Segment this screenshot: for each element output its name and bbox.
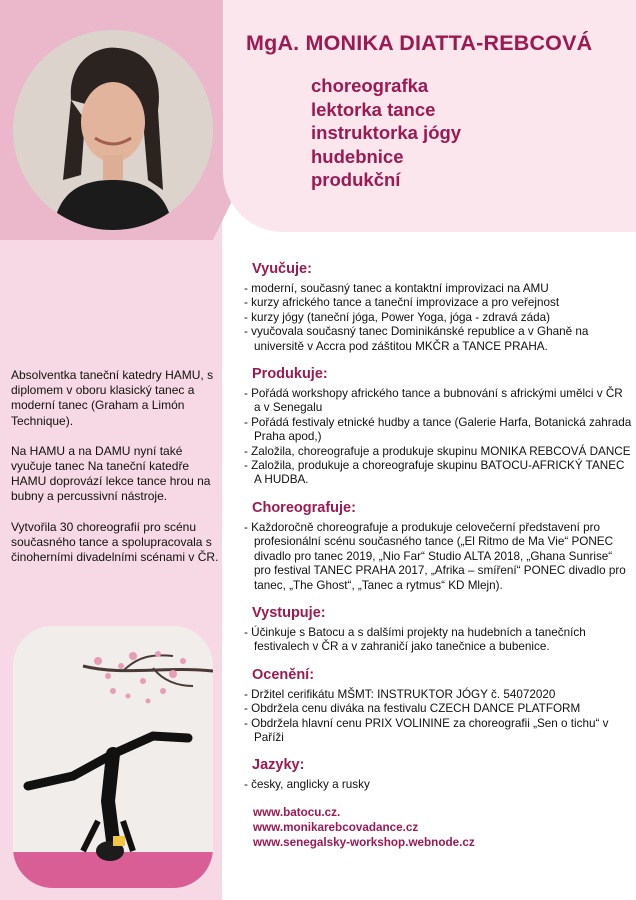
section-awards: [244, 667, 632, 746]
portrait-photo: [13, 30, 213, 230]
list-item: - moderní, současný tanec a kontaktní improvizaci na AMU: [244, 282, 549, 295]
section-performs: [244, 605, 632, 655]
list-item: - Obdržela cenu diváka na festivalu CZECH DANCE PLATFORM: [244, 702, 581, 716]
list-item: - kurzy jógy (taneční jóga, Power Yoga, jóga - zdravá záda): [244, 310, 550, 324]
list-item: - Každoročně choreografuje a produkuje celovečerní představení pro profesionální scénu současného tance („El Ritmo de Ma Vie“ PONEC divadlo pro tanec 2019, „Nio Far“ Studio ALTA 2018, „Ghana Sunrise“ pro festival TANEC PRAHA 2017, „Afrika – smíření“ PONEC divadlo pro tanec, „The Ghost“, „Tanec a rytmus“ KD Mlejn).: [244, 520, 626, 592]
list-item: - Založila, produkuje a choreografuje skupinu BATOCU-AFRICKÝ TANEC A HUDBA.: [244, 459, 625, 487]
list-item: - Držitel cerifikátu MŠMT: INSTRUKTOR JÓGY č. 54072020: [244, 687, 556, 701]
bio-paragraph: Absolventka taneční katedry HAMU, s diplomem v oboru klasický tanec a moderní tanec (Graham a Limón Technique).: [11, 368, 214, 428]
role-item: hudebnice: [311, 145, 404, 167]
section-title: Ocenění:: [252, 666, 315, 683]
role-item: produkční: [311, 169, 401, 190]
link-senegalsky-workshop[interactable]: www.senegalsky-workshop.webnode.cz: [253, 836, 475, 850]
list-item: - Účinkuje s Batocu a s dalšími projekty na hudebních a tanečních festivalech v ČR a v zahraničí jako tanečnice a bubenice.: [244, 625, 586, 654]
list-item: - Založila, choreografuje a produkuje skupinu MONIKA REBCOVÁ DANCE: [244, 444, 631, 458]
section-choreographs: [244, 500, 632, 593]
role-item: choreografka: [311, 75, 429, 96]
roles-list: [311, 74, 461, 192]
section-produces: [244, 366, 632, 488]
list-item: - Obdržela hlavní cenu PRIX VOLININE za choreografii „Sen o tichu“ v Paříži: [244, 716, 609, 744]
main-content: [244, 261, 632, 850]
section-languages: [244, 757, 632, 792]
link-batocu[interactable]: www.batocu.cz.: [253, 805, 341, 819]
list-item: - kurzy afrického tance a taneční improvizace a pro veřejnost: [244, 296, 560, 310]
role-item: instruktorka jógy: [311, 122, 462, 143]
list-item: - vyučovala současný tanec Dominikánské republice a v Ghaně na universitě v Accra pod záštitou MKČR a TANCE PRAHA.: [244, 325, 589, 353]
page-title: MgA. MONIKA DIATTA-REBCOVÁ: [246, 31, 593, 55]
section-title: Vystupuje:: [252, 604, 326, 621]
bio-text: [11, 368, 221, 580]
role-item: lektorka tance: [311, 98, 436, 120]
section-title: Produkuje:: [252, 366, 328, 383]
list-item: - česky, anglicky a rusky: [244, 778, 370, 792]
section-title: Vyučuje:: [252, 261, 312, 277]
yoga-photo: [13, 626, 213, 888]
section-title: Choreografuje:: [252, 499, 356, 516]
links-list: [244, 805, 632, 851]
section-teaches: [244, 261, 632, 354]
list-item: - Pořádá workshopy afrického tance a bubnování s africkými umělci v ČR a v Senegalu: [244, 387, 623, 415]
list-item: - Pořádá festivaly etnické hudby a tance (Galerie Harfa, Botanická zahrada Praha apod,): [244, 415, 632, 444]
bio-paragraph: Na HAMU a na DAMU nyní také vyučuje tanec Na taneční katedře HAMU doprovází lekce tance hrou na bubny a percussivní nástroje.: [11, 443, 211, 504]
bio-paragraph: Vytvořila 30 choreografií pro scénu současného tance a spolupracovala s činoherními divadelními scénami v ČR.: [11, 519, 219, 565]
link-monikarebcovadance[interactable]: www.monikarebcovadance.cz: [253, 820, 419, 834]
section-title: Jazyky:: [252, 757, 305, 774]
